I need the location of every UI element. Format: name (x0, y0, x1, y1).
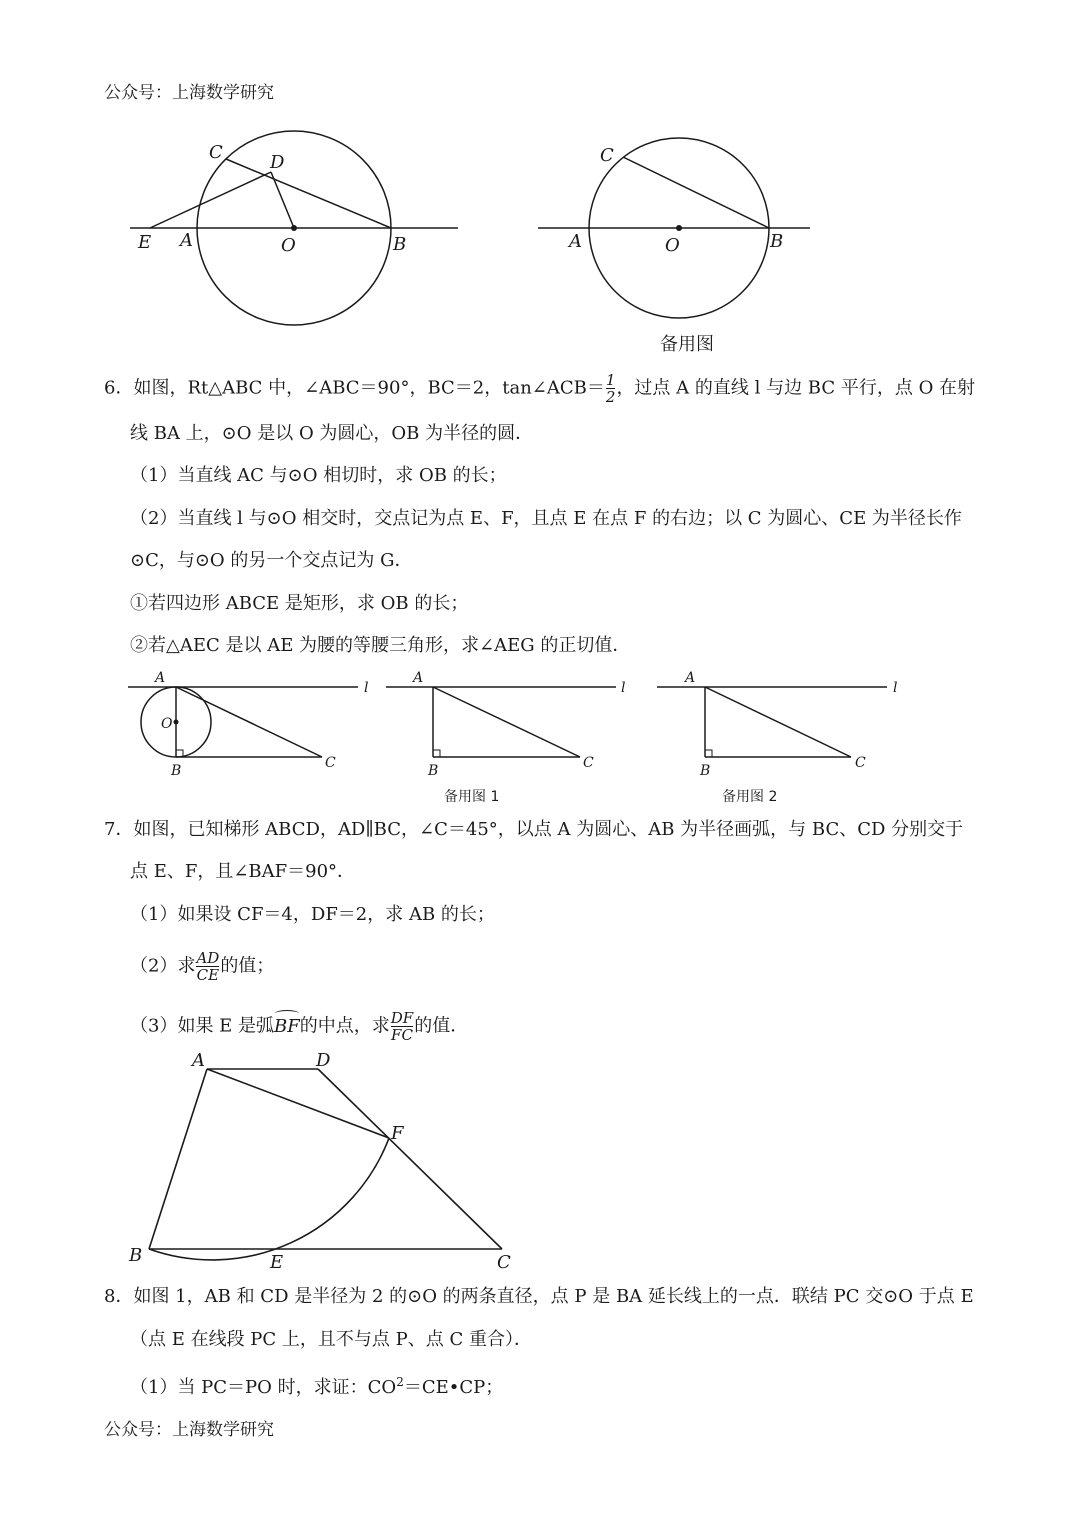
q6-part2-2: ②若△AEC 是以 AE 为腰的等腰三角形，求∠AEG 的正切值． (130, 635, 631, 656)
q7-line1: 7．如图，已知梯形 ABCD，AD∥BC，∠C＝45°，以点 A 为圆心、AB 为半径画弧，与 BC、CD 分别交于 (104, 819, 964, 840)
q7-part1: （1）如果设 CF＝4，DF＝2，求 AB 的长； (130, 904, 495, 925)
q6-frac-den: 2 (605, 388, 616, 406)
q6f1-label-A: A (155, 670, 166, 686)
q6-part2a: （2）当直线 l 与⊙O 相交时，交点记为点 E、F，且点 E 在点 F 的右边；以 C 为圆心、CE 为半径长作 (130, 508, 962, 529)
q5-label-E: E (138, 232, 152, 253)
q5-label-C: C (209, 142, 223, 163)
q7-part3-post: 的值． (414, 1015, 469, 1037)
q6-part1: （1）当直线 AC 与⊙O 相切时，求 OB 的长； (130, 465, 507, 486)
q8-part1 (130, 1370, 503, 1400)
q8-part1-sup: 2 (396, 1375, 404, 1389)
q5-label-D: D (270, 152, 285, 173)
q7-part2-post: 的值； (220, 955, 275, 977)
q6f2-label-l: l (621, 680, 626, 696)
q7-label-D: D (316, 1050, 331, 1071)
q8-part1-pre: （1）当 PC＝PO 时，求证：CO (130, 1377, 397, 1398)
q6f1-label-l: l (364, 680, 369, 696)
q6-line1-post: ，过点 A 的直线 l 与边 BC 平行，点 O 在射 (616, 377, 976, 399)
q7-segment-AF (207, 1069, 389, 1138)
q6f1-label-B: B (171, 763, 182, 779)
q6-caption-2: 备用图 2 (722, 789, 778, 805)
q7-label-B: B (129, 1245, 143, 1266)
q6f3-label-B: B (700, 763, 711, 779)
q5s-label-A: A (569, 231, 582, 252)
q7-part3-mid: 的中点，求 (299, 1015, 390, 1037)
q5s-label-B: B (770, 231, 784, 252)
q6f2-label-B: B (428, 763, 439, 779)
page-header: 公众号：上海数学研究 (104, 83, 274, 103)
q6f3-label-A: A (685, 670, 696, 686)
q7-arc-text: BF (274, 1015, 300, 1037)
q6-part2b: ⊙C，与⊙O 的另一个交点记为 G． (130, 550, 413, 571)
q7-segment-AB (149, 1069, 207, 1249)
q7-line2: 点 E、F，且∠BAF＝90°． (130, 861, 356, 882)
q6f2-label-A: A (413, 670, 424, 686)
q7-label-A: A (192, 1050, 205, 1071)
q7-arc-BF (149, 1138, 389, 1260)
page-footer: 公众号：上海数学研究 (104, 1420, 274, 1440)
q7-segment-DC (318, 1069, 502, 1249)
q5-label-A: A (180, 230, 193, 251)
q7-part2-pre: （2）求 (130, 955, 196, 977)
q5-label-B: B (393, 234, 407, 255)
q7-p3-den: FC (391, 1026, 413, 1044)
q7-p3-num: DF (390, 1009, 414, 1027)
q7-label-F: F (391, 1123, 404, 1144)
q6f3-label-l: l (893, 680, 898, 696)
q6f1-label-O: O (161, 716, 173, 732)
q7-part3-pre: （3）如果 E 是弧 (130, 1015, 275, 1037)
q6f3-label-C: C (855, 755, 866, 771)
q6f1-label-C: C (325, 755, 336, 771)
q6-frac-num: 1 (605, 371, 616, 389)
q8-line2: （点 E 在线段 PC 上，且不与点 P、点 C 重合）． (130, 1329, 532, 1350)
q7-p2-num: AD (196, 949, 220, 967)
q6-part2-1: ①若四边形 ABCE 是矩形，求 OB 的长； (130, 593, 469, 614)
q5-spare-caption: 备用图 (660, 334, 714, 355)
q6f2-label-C: C (583, 755, 594, 771)
q5s-label-O: O (665, 235, 680, 256)
q7-label-C: C (497, 1252, 511, 1273)
q8-part1-post: ＝CE•CP； (403, 1377, 504, 1398)
q6-line2: 线 BA 上，⊙O 是以 O 为圆心，OB 为半径的圆． (130, 423, 534, 444)
q6-line1-pre: 6．如图，Rt△ABC 中，∠ABC＝90°，BC＝2，tan∠ACB＝ (104, 377, 605, 399)
q8-line1: 8．如图 1，AB 和 CD 是半径为 2 的⊙O 的两条直径，点 P 是 BA 延长线上的一点．联结 PC 交⊙O 于点 E (104, 1286, 974, 1307)
q7-label-E: E (270, 1252, 284, 1273)
q5-label-O: O (281, 235, 296, 256)
q6-caption-1: 备用图 1 (444, 789, 500, 805)
q5s-label-C: C (600, 145, 614, 166)
q7-p2-den: CE (196, 966, 220, 984)
